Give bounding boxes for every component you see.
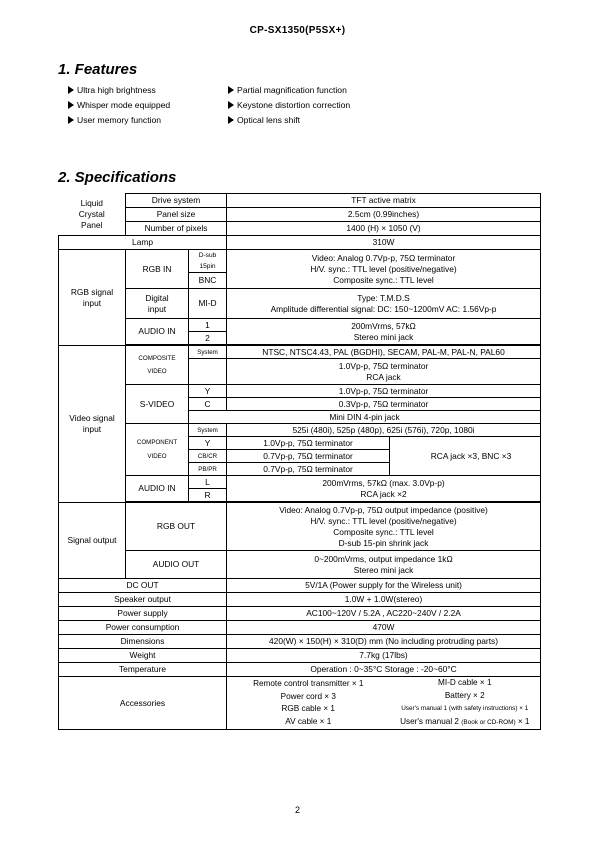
rgb-out-value: Video: Analog 0.7Vp-p, 75Ω output impedance (positive) H/V. sync.: TTL level (positive/negative) Composite sync.: TTL level D-sub 15-pin shrink jack xyxy=(227,503,541,551)
spec-name: Accessories xyxy=(59,677,227,730)
spec-value: TFT active matrix xyxy=(227,194,541,208)
bnc-port-label: BNC xyxy=(189,273,227,289)
feature-item: Optical lens shift xyxy=(228,115,350,130)
bullet-triangle-icon xyxy=(68,116,74,124)
bullet-triangle-icon xyxy=(228,116,234,124)
spec-name: DC OUT xyxy=(59,579,227,593)
feature-item: Partial magnification function xyxy=(228,85,350,100)
spec-value: AC100~120V / 5.2A , AC220~240V / 2.2A xyxy=(227,607,541,621)
rgb-audio-in-label: AUDIO IN xyxy=(126,319,189,345)
rgb-input-group-label: RGB signal input xyxy=(59,250,126,346)
spec-name: Speaker output xyxy=(59,593,227,607)
bullet-triangle-icon xyxy=(228,86,234,94)
spec-value: 310W xyxy=(227,236,541,250)
component-jack-value: RCA jack ×3, BNC ×3 xyxy=(390,437,541,476)
digital-input-value: Type: T.M.D.S Amplitude differential signal: DC: 150~1200mV AC: 1.56Vp-p xyxy=(227,289,541,319)
component-port-y: Y xyxy=(189,437,227,450)
composite-value: 1.0Vp-p, 75Ω terminator RCA jack xyxy=(227,359,541,385)
audio-port-label: 1 xyxy=(189,319,227,332)
spec-name: Drive system xyxy=(126,194,227,208)
rgb-out-label: RGB OUT xyxy=(126,503,227,551)
bullet-triangle-icon xyxy=(228,101,234,109)
feature-item: Whisper mode equipped xyxy=(68,100,170,115)
rgb-audio-in-value: 200mVrms, 57kΩ Stereo mini jack xyxy=(227,319,541,345)
composite-video-label: COMPOSITE VIDEO xyxy=(126,346,189,385)
spec-value: 7.7kg (17lbs) xyxy=(227,649,541,663)
svideo-port-c: C xyxy=(189,398,227,411)
page-number: 2 xyxy=(294,805,300,815)
audio-port-l: L xyxy=(189,476,227,489)
spec-name: Dimensions xyxy=(59,635,227,649)
feature-list-left xyxy=(68,85,170,130)
video-input-group-label: Video signal input xyxy=(59,346,126,503)
rgb-in-value: Video: Analog 0.7Vp-p, 75Ω terminator H/V. sync.: TTL level (positive/negative) Composite sync.: TTL level xyxy=(227,250,541,289)
spec-name: Power supply xyxy=(59,607,227,621)
svideo-c-value: 0.3Vp-p, 75Ω terminator xyxy=(227,398,541,411)
spec-name: Number of pixels xyxy=(126,222,227,236)
features-heading: 1. Features xyxy=(58,61,138,78)
mid-port-label: MI-D xyxy=(189,289,227,319)
audio-port-r: R xyxy=(189,489,227,502)
component-port-pb-pr: PB/PR xyxy=(189,463,227,476)
digital-input-label: Digital input xyxy=(126,289,189,319)
spec-name: Lamp xyxy=(59,236,227,250)
svideo-y-value: 1.0Vp-p, 75Ω terminator xyxy=(227,385,541,398)
spec-value: 420(W) × 150(H) × 310(D) mm (No including protruding parts) xyxy=(227,635,541,649)
audio-out-label: AUDIO OUT xyxy=(126,551,227,579)
component-pbpr-value: 0.7Vp-p, 75Ω terminator xyxy=(227,463,390,476)
video-audio-in-value: 200mVrms, 57kΩ (max. 3.0Vp-p) RCA jack ×2 xyxy=(227,476,541,502)
spec-name: Weight xyxy=(59,649,227,663)
dsub-port-label: D-sub 15pin xyxy=(189,250,227,273)
audio-port-label: 2 xyxy=(189,332,227,345)
lcd-group-label: Liquid Crystal Panel xyxy=(59,194,126,236)
component-cbcr-value: 0.7Vp-p, 75Ω terminator xyxy=(227,450,390,463)
specifications-table xyxy=(58,193,541,730)
accessories-list-left: Remote control transmitter × 1 Power cord × 3 RGB cable × 1 AV cable × 1 xyxy=(227,677,390,730)
feature-item: User memory function xyxy=(68,115,170,130)
svideo-label: S-VIDEO xyxy=(126,385,189,424)
spec-value: 1400 (H) × 1050 (V) xyxy=(227,222,541,236)
svideo-port-y: Y xyxy=(189,385,227,398)
signal-output-group-label: Signal output xyxy=(59,503,126,579)
audio-out-value: 0~200mVrms, output impedance 1kΩ Stereo mini jack xyxy=(227,551,541,579)
spec-name: Panel size xyxy=(126,208,227,222)
spec-value: Operation : 0~35°C Storage : -20~60°C xyxy=(227,663,541,677)
component-y-value: 1.0Vp-p, 75Ω terminator xyxy=(227,437,390,450)
component-video-label: COMPONENT VIDEO xyxy=(126,424,189,476)
feature-item: Ultra high brightness xyxy=(68,85,170,100)
feature-list-right xyxy=(228,85,350,130)
bullet-triangle-icon xyxy=(68,101,74,109)
svideo-jack-value: Mini DIN 4-pin jack xyxy=(189,411,541,424)
system-label: System xyxy=(189,424,227,437)
spec-value: 1.0W + 1.0W(stereo) xyxy=(227,593,541,607)
spec-name: Temperature xyxy=(59,663,227,677)
rgb-in-label: RGB IN xyxy=(126,250,189,289)
composite-system-value: NTSC, NTSC4.43, PAL (BGDHI), SECAM, PAL-M, PAL-N, PAL60 xyxy=(227,346,541,359)
system-label: System xyxy=(189,346,227,359)
accessories-list-right: MI-D cable × 1 Battery × 2 User's manual 1 (with safety instructions) × 1 User's manual 2 (Book or CD-ROM) × 1 xyxy=(390,677,541,730)
video-audio-in-label: AUDIO IN xyxy=(126,476,189,502)
spec-value: 2.5cm (0.99inches) xyxy=(227,208,541,222)
component-system-value: 525i (480i), 525p (480p), 625i (576i), 720p, 1080i xyxy=(227,424,541,437)
specifications-heading: 2. Specifications xyxy=(58,169,177,186)
spec-name: Power consumption xyxy=(59,621,227,635)
component-port-cb-cr: CB/CR xyxy=(189,450,227,463)
feature-item: Keystone distortion correction xyxy=(228,100,350,115)
spec-value: 5V/1A (Power supply for the Wireless unit) xyxy=(227,579,541,593)
document-model-header: CP-SX1350(P5SX+) xyxy=(249,25,346,36)
spec-value: 470W xyxy=(227,621,541,635)
bullet-triangle-icon xyxy=(68,86,74,94)
